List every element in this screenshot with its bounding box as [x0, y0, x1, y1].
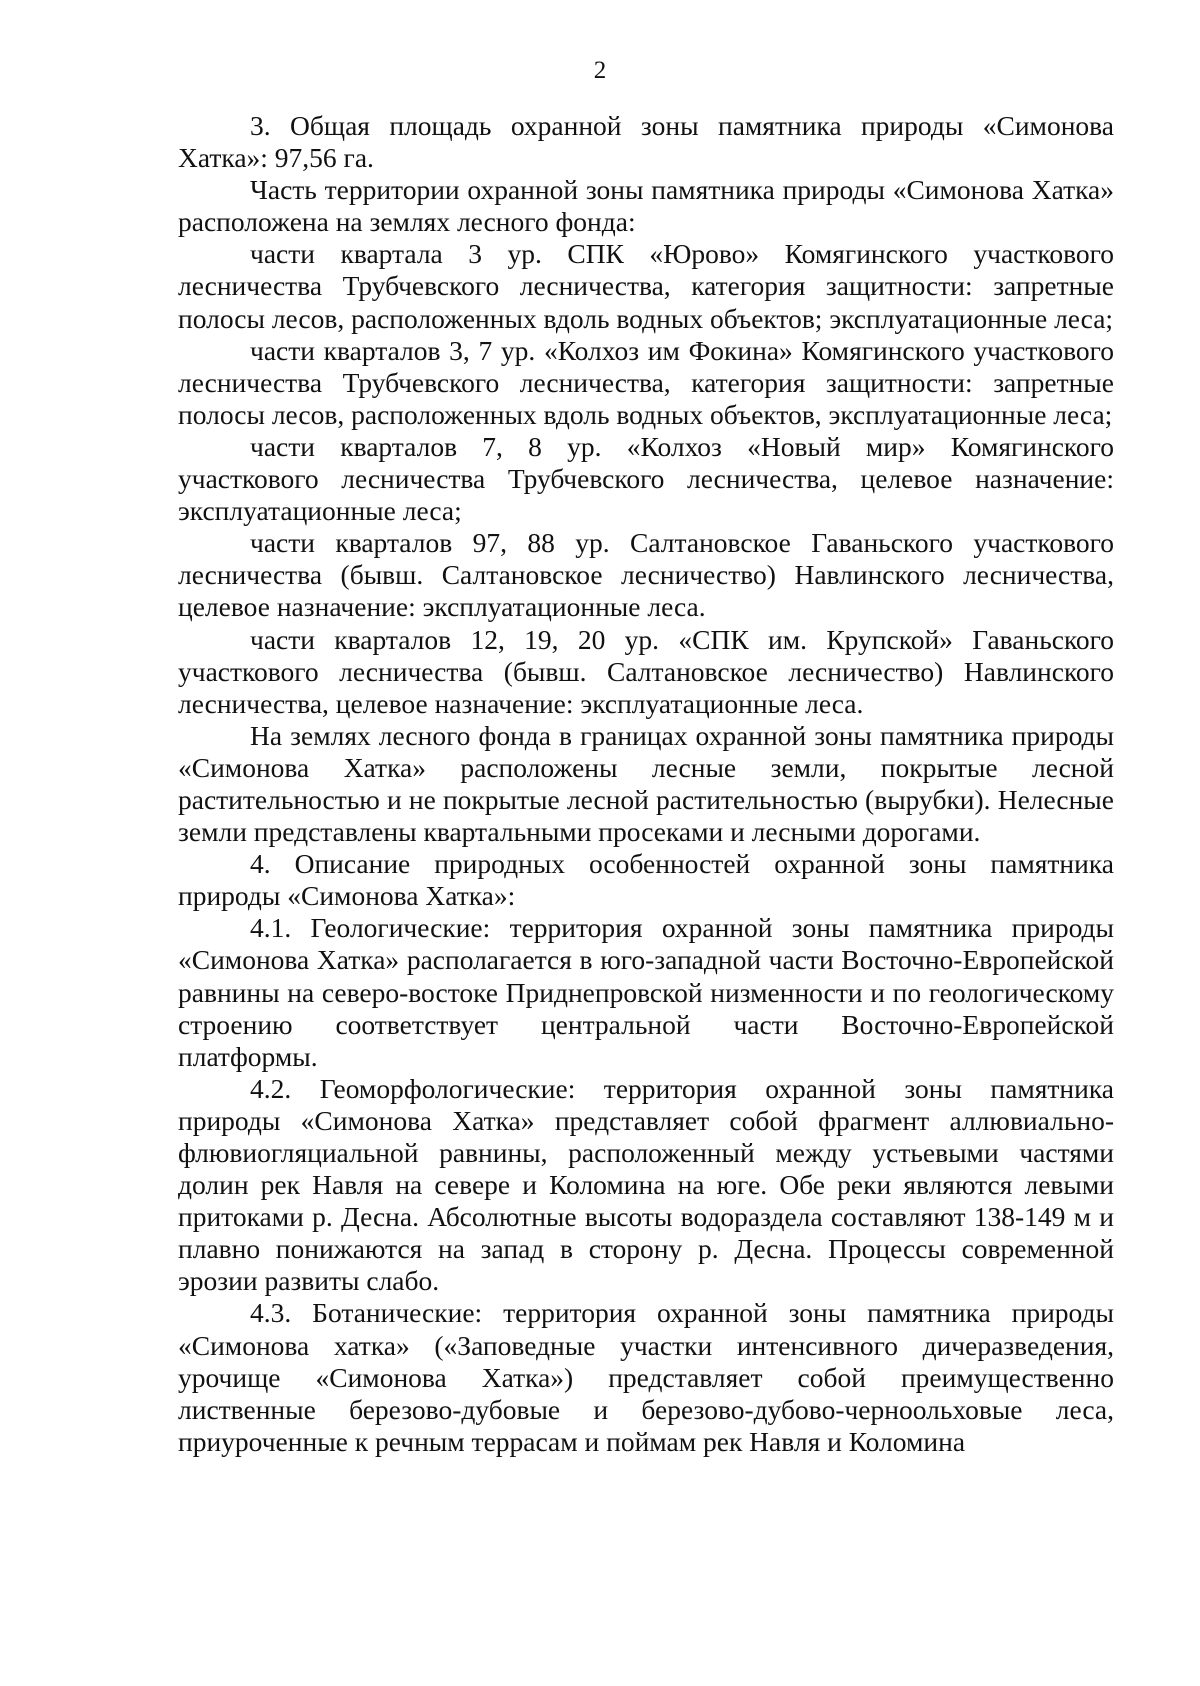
paragraph-geological: 4.1. Геологические: территория охранной зоны памятника природы «Симонова Хатка» располагается в юго-западной части Восточно-Европейской равнины на северо-востоке Приднепровской низменности и по геологическому строению соответствует центральной части Восточно-Европейской платформы.: [178, 912, 1114, 1072]
paragraph-geomorphological: 4.2. Геоморфологические: территория охранной зоны памятника природы «Симонова Хатка» представляет собой фрагмент аллювиально-флювиогляциальной равнины, расположенный между устьевыми частями долин рек Навля на севере и Коломина на юге. Обе реки являются левыми притоками р. Десна. Абсолютные высоты водораздела составляют 138-149 м и плавно понижаются на запад в сторону р. Десна. Процессы современной эрозии развиты слабо.: [178, 1072, 1114, 1297]
paragraph-forest-fund-intro: Часть территории охранной зоны памятника природы «Симонова Хатка» расположена на землях лесного фонда:: [178, 174, 1114, 238]
paragraph-quarters-saltanovskoe: части кварталов 97, 88 ур. Салтановское Гаваньского участкового лесничества (бывш. Салтановское лесничество) Навлинского лесничества, целевое назначение: эксплуатационные леса.: [178, 527, 1114, 623]
paragraph-section-4-heading: 4. Описание природных особенностей охранной зоны памятника природы «Симонова Хатка»:: [178, 848, 1114, 912]
paragraph-land-cover: На землях лесного фонда в границах охранной зоны памятника природы «Симонова Хатка» расположены лесные земли, покрытые лесной растительностью и не покрытые лесной растительностью (вырубки). Нелесные земли представлены квартальными просеками и лесными дорогами.: [178, 719, 1114, 848]
paragraph-total-area: 3. Общая площадь охранной зоны памятника природы «Симонова Хатка»: 97,56 га.: [178, 110, 1114, 174]
document-body: [178, 110, 1114, 1458]
page-number: 2: [593, 57, 607, 84]
paragraph-quarters-krupskoi: части кварталов 12, 19, 20 ур. «СПК им. Крупской» Гаваньского участкового лесничества (бывш. Салтановское лесничество) Навлинского лесничества, целевое назначение: эксплуатационные леса.: [178, 623, 1114, 719]
paragraph-botanical: 4.3. Ботанические: территория охранной зоны памятника природы «Симонова хатка» («Заповедные участки интенсивного дичеразведения, урочище «Симонова Хатка») представляет собой преимущественно лиственные березово-дубовые и березово-дубово-черноольховые леса, приуроченные к речным террасам и поймам рек Навля и Коломина: [178, 1297, 1114, 1457]
paragraph-quarter-yurovo: части квартала 3 ур. СПК «Юрово» Комягинского участкового лесничества Трубчевского лесничества, категория защитности: запретные полосы лесов, расположенных вдоль водных объектов; эксплуатационные леса;: [178, 238, 1114, 334]
paragraph-quarters-novyi-mir: части кварталов 7, 8 ур. «Колхоз «Новый мир» Комягинского участкового лесничества Трубчевского лесничества, целевое назначение: эксплуатационные леса;: [178, 430, 1114, 527]
paragraph-quarters-fokina: части кварталов 3, 7 ур. «Колхоз им Фокина» Комягинского участкового лесничества Трубчевского лесничества, категория защитности: запретные полосы лесов, расположенных вдоль водных объектов, эксплуатационные леса;: [178, 334, 1114, 430]
